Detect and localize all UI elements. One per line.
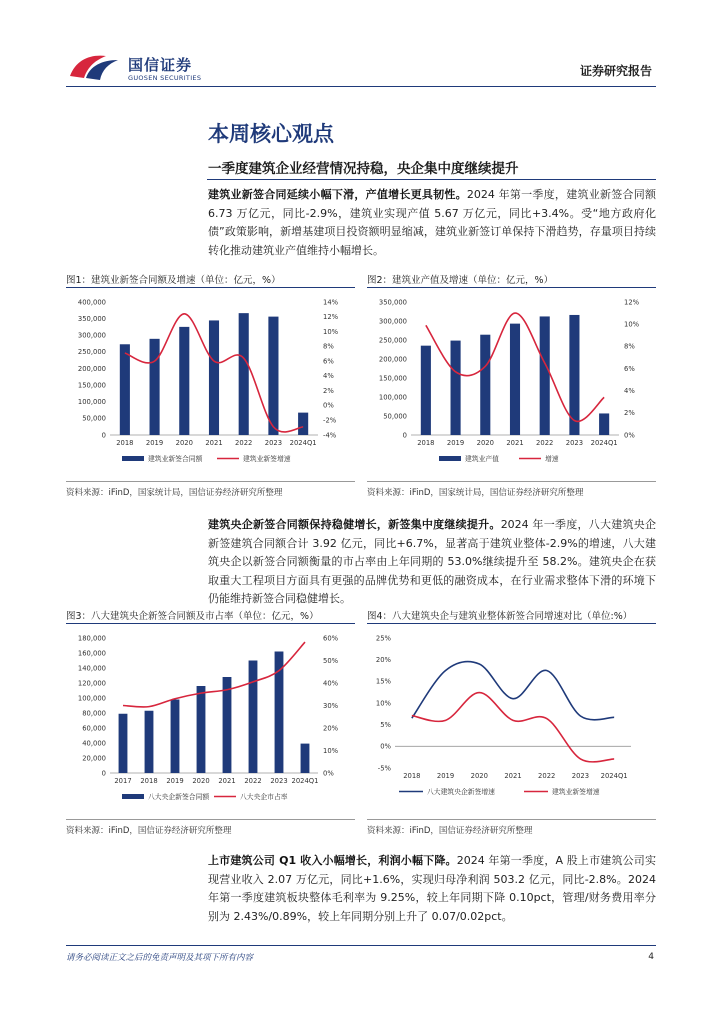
y-right-tick-label: 2% xyxy=(624,409,635,418)
figure-4-chart xyxy=(367,628,656,820)
bar xyxy=(171,700,180,774)
y-right-tick-label: 0% xyxy=(624,431,635,440)
y-right-tick-label: 60% xyxy=(323,634,339,643)
x-tick-label: 2021 xyxy=(218,777,236,785)
y-right-tick-label: 12% xyxy=(323,313,339,322)
paragraph-1 xyxy=(208,186,656,260)
y-tick-label: 10% xyxy=(375,699,391,708)
figure-4-title: 图4：八大建筑央企与建筑业整体新签合同增速对比（单位:%） xyxy=(367,606,656,624)
bar xyxy=(119,714,128,773)
y-left-tick-label: 300,000 xyxy=(378,317,407,326)
figure-4 xyxy=(367,606,656,836)
legend-line-label: 八大央企市占率 xyxy=(240,793,288,801)
x-tick-label: 2022 xyxy=(538,772,556,780)
y-tick-label: 25% xyxy=(375,634,391,643)
legend-bar-label: 八大央企新签合同额 xyxy=(148,793,210,801)
x-tick-label: 2020 xyxy=(470,772,488,780)
bar xyxy=(179,327,189,435)
y-right-tick-label: 10% xyxy=(323,746,339,755)
y-right-tick-label: -2% xyxy=(323,416,337,425)
y-left-tick-label: 80,000 xyxy=(82,709,106,718)
paragraph-2 xyxy=(208,516,656,609)
figure-3-source: 资料来源：iFinD，国信证券经济研究所整理 xyxy=(66,826,232,836)
guosen-logo-icon xyxy=(66,50,122,82)
x-tick-label: 2019 xyxy=(436,772,455,780)
y-left-tick-label: 120,000 xyxy=(77,679,106,688)
report-type-label: 证券研究报告 xyxy=(579,64,652,78)
y-left-tick-label: 150,000 xyxy=(378,374,407,383)
y-right-tick-label: 4% xyxy=(624,386,635,395)
paragraph-2-lead: 建筑央企新签合同额保持稳健增长，新签集中度继续提升。 xyxy=(208,518,501,531)
x-tick-label: 2023 xyxy=(270,777,288,785)
legend-line-label: 建筑业新签增速 xyxy=(243,455,291,463)
y-left-tick-label: 160,000 xyxy=(77,649,106,658)
figure-3 xyxy=(66,606,355,836)
y-right-tick-label: 0% xyxy=(323,769,334,778)
x-tick-label: 2024Q1 xyxy=(289,439,317,447)
bar xyxy=(223,677,232,773)
y-right-tick-label: 4% xyxy=(323,372,334,381)
x-tick-label: 2019 xyxy=(166,777,184,785)
y-right-tick-label: 20% xyxy=(323,724,339,733)
figure-2 xyxy=(367,270,656,500)
footer-disclaimer: 请务必阅读正文之后的免责声明及其项下所有内容 xyxy=(66,953,254,963)
y-left-tick-label: 300,000 xyxy=(77,331,106,340)
header-divider xyxy=(66,86,656,87)
y-right-tick-label: 10% xyxy=(323,327,339,336)
x-tick-label: 2023 xyxy=(565,439,584,447)
bar xyxy=(298,413,308,435)
report-header xyxy=(0,0,724,90)
y-left-tick-label: 200,000 xyxy=(77,364,106,373)
y-right-tick-label: 40% xyxy=(323,679,339,688)
y-left-tick-label: 250,000 xyxy=(378,336,407,345)
legend-label: 建筑业新签增速 xyxy=(552,788,600,796)
y-left-tick-label: 200,000 xyxy=(378,355,407,364)
x-tick-label: 2022 xyxy=(244,777,262,785)
figure-3-title: 图3：八大建筑央企新签合同额及市占率（单位：亿元，%） xyxy=(66,606,355,624)
series-line xyxy=(412,693,614,762)
y-left-tick-label: 0 xyxy=(101,769,106,778)
figure-1-source: 资料来源：iFinD，国家统计局，国信证券经济研究所整理 xyxy=(66,488,283,498)
y-left-tick-label: 50,000 xyxy=(383,412,407,421)
bar xyxy=(249,661,258,774)
bar xyxy=(120,344,130,435)
bar xyxy=(451,341,461,435)
y-right-tick-label: 8% xyxy=(624,342,635,351)
y-right-tick-label: 8% xyxy=(323,342,334,351)
x-tick-label: 2023 xyxy=(264,439,283,447)
paragraph-1-lead: 建筑业新签合同延续小幅下滑，产值增长更具韧性。 xyxy=(208,188,467,201)
x-tick-label: 2020 xyxy=(175,439,193,447)
bar xyxy=(480,335,490,435)
x-tick-label: 2018 xyxy=(116,439,134,447)
y-right-tick-label: 6% xyxy=(624,364,635,373)
legend-label: 八大建筑央企新签增速 xyxy=(427,788,495,796)
figure-4-source: 资料来源：iFinD，国信证券经济研究所整理 xyxy=(367,826,533,836)
bar xyxy=(209,320,219,435)
y-left-tick-label: 180,000 xyxy=(77,634,106,643)
sub-title: 一季度建筑企业经营情况持稳，央企集中度继续提升 xyxy=(208,161,519,177)
legend-bar-label: 建筑业新签合同额 xyxy=(148,455,203,463)
x-tick-label: 2022 xyxy=(536,439,554,447)
x-tick-label: 2024Q1 xyxy=(291,777,319,785)
legend-bar-swatch xyxy=(122,456,144,461)
y-right-tick-label: 10% xyxy=(624,320,640,329)
bar xyxy=(599,413,609,435)
y-right-tick-label: 30% xyxy=(323,701,339,710)
legend-bar-swatch xyxy=(439,456,461,461)
y-left-tick-label: 50,000 xyxy=(82,414,106,423)
figure-2-source: 资料来源：iFinD，国家统计局，国信证券经济研究所整理 xyxy=(367,488,584,498)
bar xyxy=(197,686,206,773)
y-tick-label: -5% xyxy=(377,764,391,773)
legend-bar-label: 建筑业产值 xyxy=(465,455,499,463)
y-tick-label: 5% xyxy=(380,720,391,729)
bar xyxy=(150,339,160,435)
figure-1-title: 图1：建筑业新签合同额及增速（单位：亿元，%） xyxy=(66,270,355,288)
figure-2-chart xyxy=(367,292,656,482)
y-tick-label: 15% xyxy=(375,677,391,686)
y-left-tick-label: 150,000 xyxy=(77,381,106,390)
logo-text-en: GUOSEN SECURITIES xyxy=(128,74,202,82)
y-left-tick-label: 100,000 xyxy=(77,694,106,703)
y-left-tick-label: 250,000 xyxy=(77,348,106,357)
logo-text-cn: 国信证券 xyxy=(128,56,193,74)
bar xyxy=(301,744,310,773)
x-tick-label: 2019 xyxy=(446,439,465,447)
x-tick-label: 2017 xyxy=(114,777,132,785)
page-number: 4 xyxy=(648,952,654,962)
y-right-tick-label: 2% xyxy=(323,386,334,395)
figure-3-chart xyxy=(66,628,355,820)
legend-line-label: 增速 xyxy=(545,455,559,463)
y-right-tick-label: -4% xyxy=(323,431,337,440)
x-tick-label: 2018 xyxy=(417,439,435,447)
y-tick-label: 20% xyxy=(375,655,391,664)
x-tick-label: 2020 xyxy=(476,439,494,447)
y-right-tick-label: 6% xyxy=(323,357,334,366)
y-right-tick-label: 50% xyxy=(323,656,339,665)
figure-2-title: 图2：建筑业产值及增速（单位：亿元，%） xyxy=(367,270,656,288)
y-left-tick-label: 100,000 xyxy=(77,398,106,407)
x-tick-label: 2024Q1 xyxy=(590,439,618,447)
y-left-tick-label: 60,000 xyxy=(82,724,106,733)
section-title: 本周核心观点 xyxy=(208,122,334,146)
x-tick-label: 2021 xyxy=(506,439,524,447)
bar xyxy=(421,346,431,435)
bar xyxy=(239,313,249,435)
y-right-tick-label: 12% xyxy=(624,298,640,307)
y-tick-label: 0% xyxy=(380,742,391,751)
y-left-tick-label: 0 xyxy=(402,431,407,440)
figure-1-chart xyxy=(66,292,355,482)
x-tick-label: 2021 xyxy=(205,439,223,447)
bar xyxy=(145,711,154,773)
bar xyxy=(510,324,520,435)
y-left-tick-label: 400,000 xyxy=(77,298,106,307)
y-left-tick-label: 0 xyxy=(101,431,106,440)
y-left-tick-label: 140,000 xyxy=(77,664,106,673)
x-tick-label: 2022 xyxy=(235,439,253,447)
x-tick-label: 2020 xyxy=(192,777,210,785)
y-left-tick-label: 350,000 xyxy=(378,298,407,307)
figure-1 xyxy=(66,270,355,500)
x-tick-label: 2021 xyxy=(504,772,522,780)
y-left-tick-label: 40,000 xyxy=(82,739,106,748)
paragraph-1-body: 2024 年第一季度，建筑业新签合同额 6.73 万亿元，同比-2.9%，建筑业实现产值 5.67 万亿元，同比+3.4%。受“地方政府化债”政策影响，新增基建项目投资额明显缩减，建筑业新签订单保持下滑趋势，存量项目持续转化推动建筑业产值维持小幅增长。 xyxy=(208,188,656,257)
x-tick-label: 2018 xyxy=(403,772,421,780)
bar xyxy=(268,317,278,435)
x-tick-label: 2018 xyxy=(140,777,158,785)
series-line xyxy=(412,662,614,720)
y-left-tick-label: 20,000 xyxy=(82,754,106,763)
y-left-tick-label: 350,000 xyxy=(77,314,106,323)
y-right-tick-label: 14% xyxy=(323,298,339,307)
y-right-tick-label: 0% xyxy=(323,401,334,410)
paragraph-3-body: 2024 年第一季度，A 股上市建筑公司实现营业收入 2.07 万亿元，同比+1.6%，实现归母净利润 503.2 亿元，同比-2.8%。2024 年第一季度建筑板块整体毛利率为 9.25%，较上年同期下降 0.10pct，管理/财务费用率分别为 2.43%/0.89%，较上年同期分别上升了 0.07/0.02pct。 xyxy=(208,854,656,923)
footer-divider xyxy=(66,945,656,946)
paragraph-3-lead: 上市建筑公司 Q1 收入小幅增长，利润小幅下降。 xyxy=(208,854,457,867)
paragraph-2-body: 2024 年一季度，八大建筑央企新签建筑合同额合计 3.92 亿元，同比+6.7%，显著高于建筑业整体-2.9%的增速，八大建筑央企以新签合同额衡量的市占率由上年同期的 53.0%继续提升至 58.2%。建筑央企在获取重大工程项目方面具有更强的品牌优势和更低的融资成本，在行业需求整体下滑的环境下仍能维持新签合同稳健增长。 xyxy=(208,518,657,605)
bar xyxy=(540,316,550,435)
paragraph-3 xyxy=(208,852,656,926)
x-tick-label: 2024Q1 xyxy=(600,772,628,780)
x-tick-label: 2023 xyxy=(571,772,590,780)
legend-bar-swatch xyxy=(122,794,144,799)
y-left-tick-label: 100,000 xyxy=(378,393,407,402)
x-tick-label: 2019 xyxy=(145,439,164,447)
